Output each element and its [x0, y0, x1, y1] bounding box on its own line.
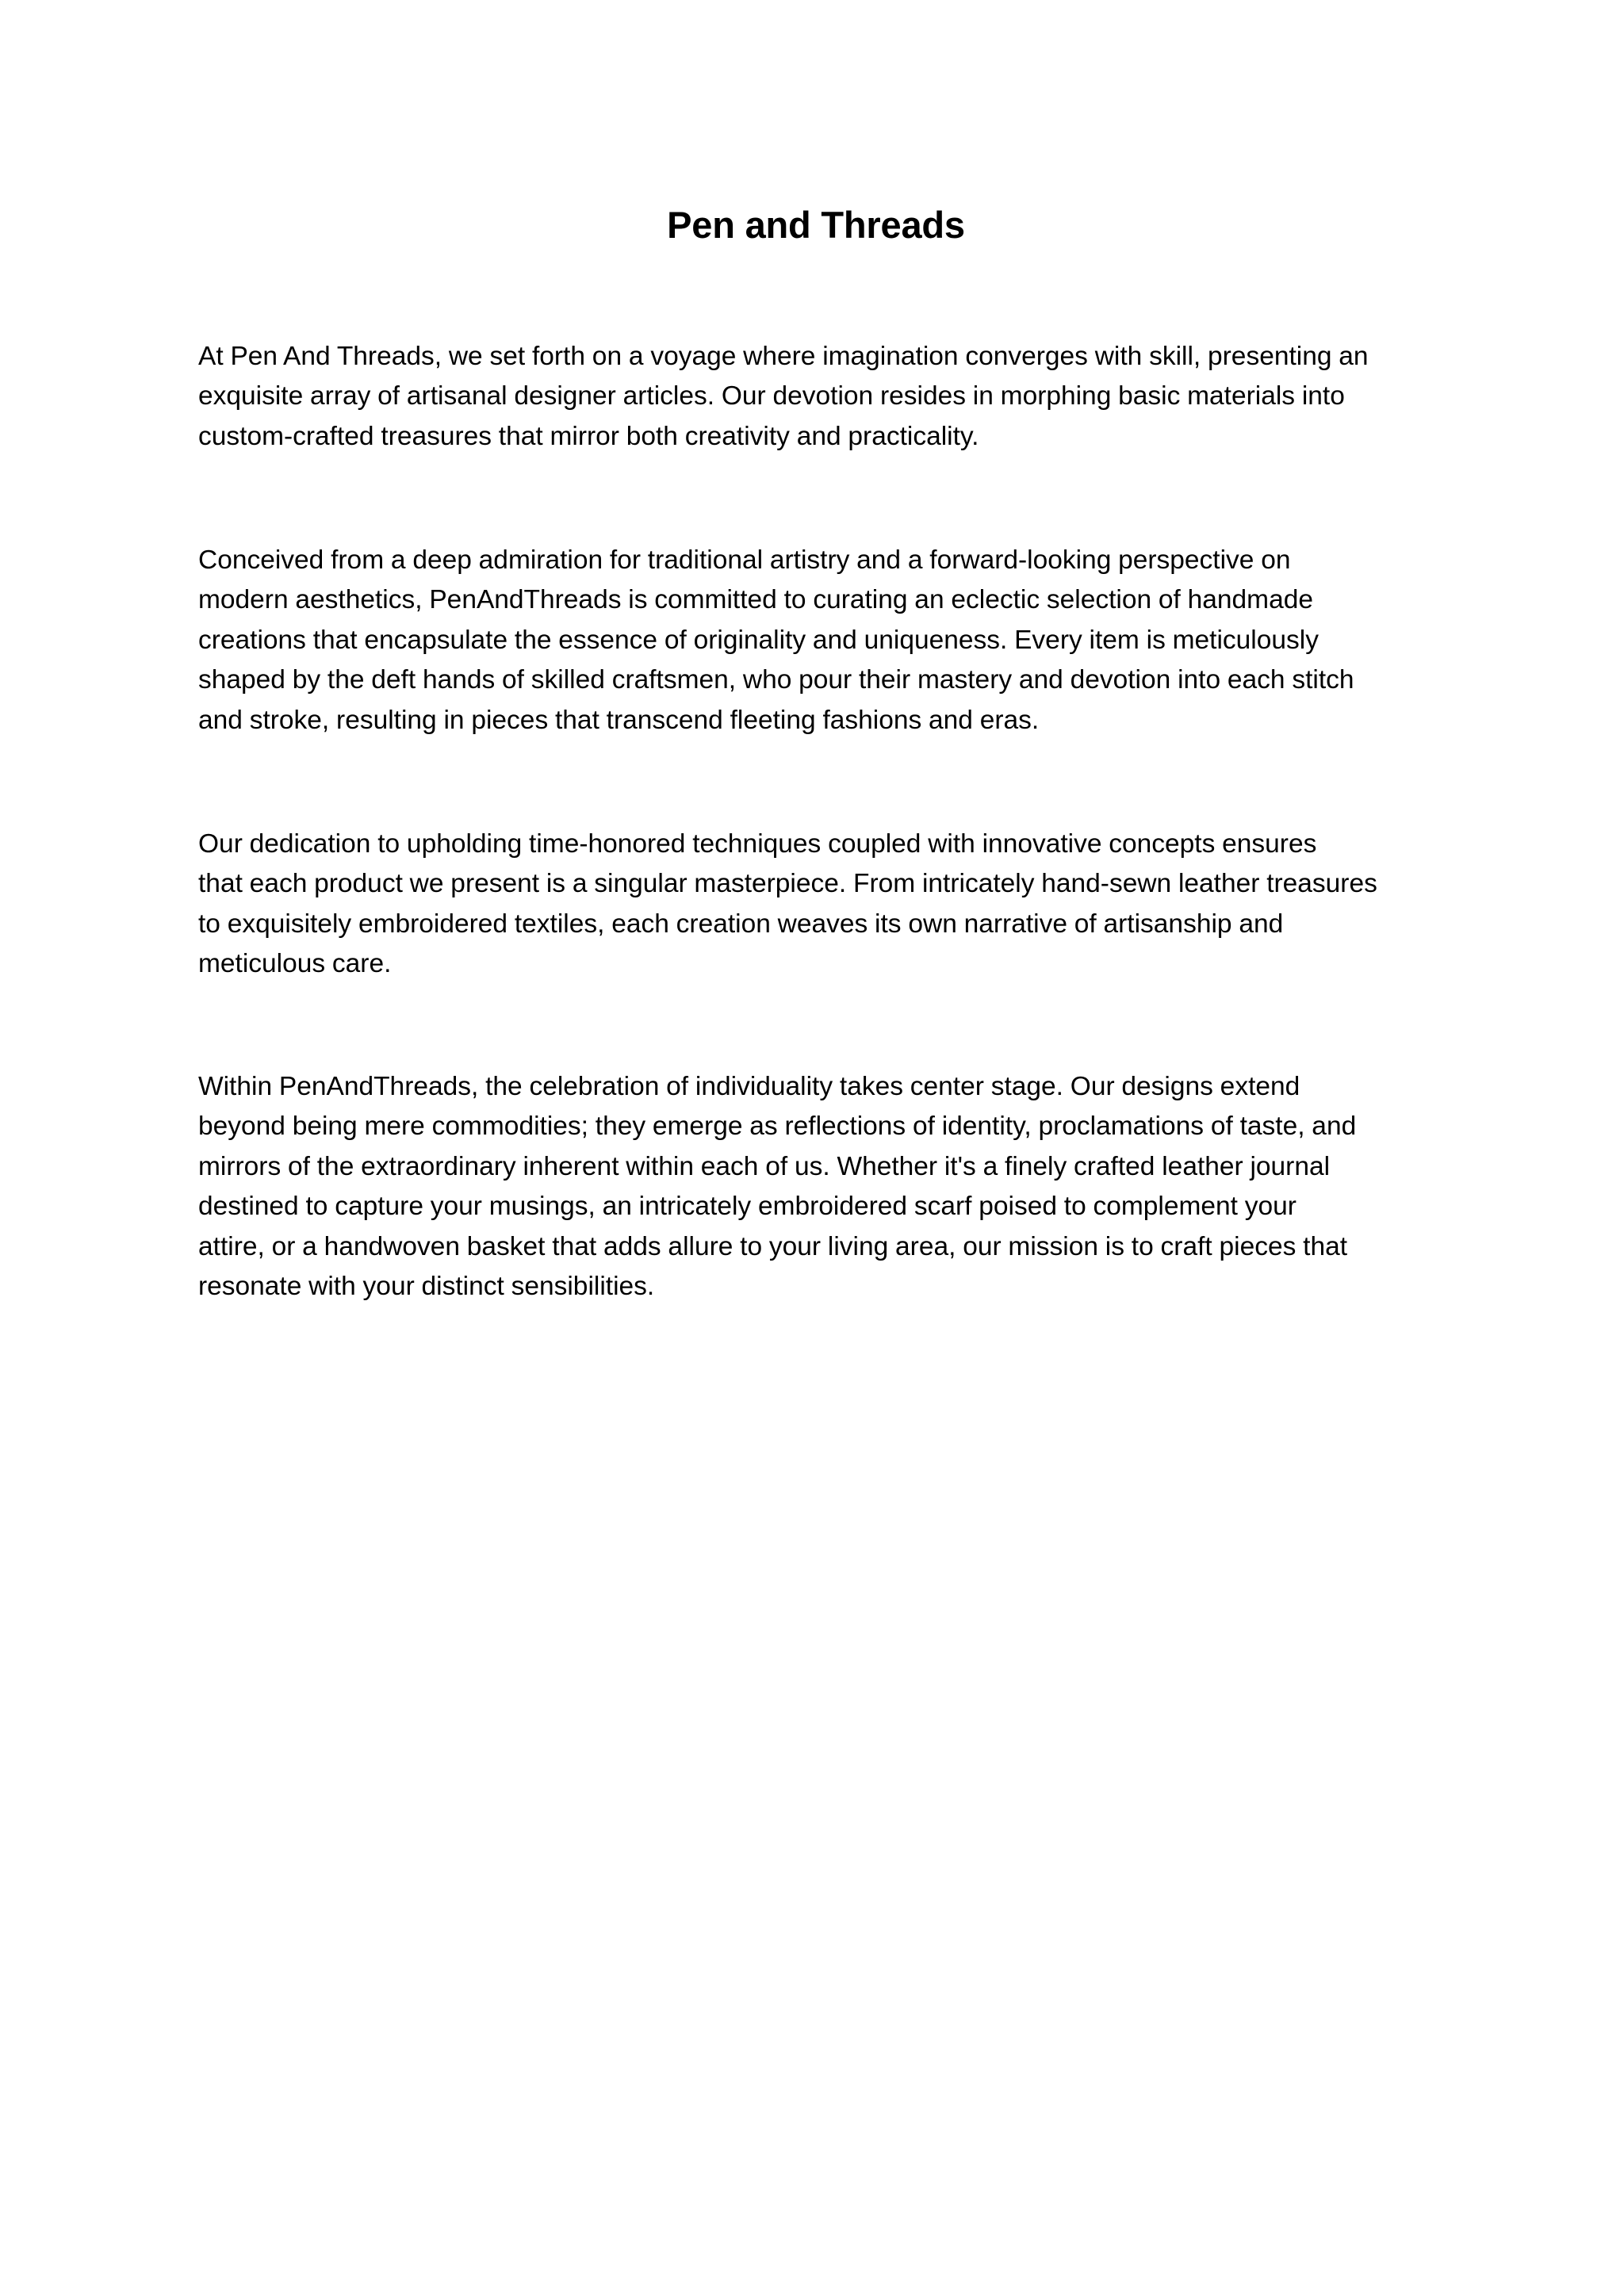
- text-line: exquisite array of artisanal designer articles. Our devotion resides in morphing basic materials into: [198, 381, 1345, 411]
- text-line: At Pen And Threads, we set forth on a voyage where imagination converges with skill, presenting an: [198, 342, 1369, 371]
- paragraph-intro: [198, 337, 1451, 457]
- text-line: custom-crafted treasures that mirror both creativity and practicality.: [198, 421, 979, 451]
- text-line: destined to capture your musings, an intricately embroidered scarf poised to complement your: [198, 1192, 1297, 1222]
- text-line: attire, or a handwoven basket that adds allure to your living area, our mission is to craft pieces that: [198, 1231, 1348, 1261]
- text-line: modern aesthetics, PenAndThreads is committed to curating an eclectic selection of handmade: [198, 585, 1313, 615]
- text-line: creations that encapsulate the essence of originality and uniqueness. Every item is meticulously: [198, 625, 1319, 655]
- paragraph-dedication: [198, 825, 1451, 985]
- text-line: and stroke, resulting in pieces that transcend fleeting fashions and eras.: [198, 705, 1040, 735]
- text-line: mirrors of the extraordinary inherent within each of us. Whether it's a finely crafted leather journal: [198, 1151, 1331, 1181]
- text-line: beyond being mere commodities; they emerge as reflections of identity, proclamations of taste, and: [198, 1112, 1357, 1142]
- page-title: Pen and Threads: [667, 204, 965, 246]
- text-line: Our dedication to upholding time-honored techniques coupled with innovative concepts ensures: [198, 829, 1317, 859]
- paragraph-individuality: [198, 1067, 1451, 1307]
- text-line: Within PenAndThreads, the celebration of individuality takes center stage. Our designs extend: [198, 1072, 1300, 1101]
- paragraph-origins: [198, 541, 1451, 740]
- text-line: meticulous care.: [198, 949, 392, 979]
- text-line: Conceived from a deep admiration for traditional artistry and a forward-looking perspective on: [198, 545, 1291, 575]
- text-line: shaped by the deft hands of skilled craftsmen, who pour their mastery and devotion into each stitch: [198, 665, 1354, 695]
- text-line: resonate with your distinct sensibilities.: [198, 1272, 655, 1302]
- text-line: to exquisitely embroidered textiles, each creation weaves its own narrative of artisanship and: [198, 909, 1284, 939]
- text-line: that each product we present is a singular masterpiece. From intricately hand-sewn leather treasures: [198, 869, 1377, 899]
